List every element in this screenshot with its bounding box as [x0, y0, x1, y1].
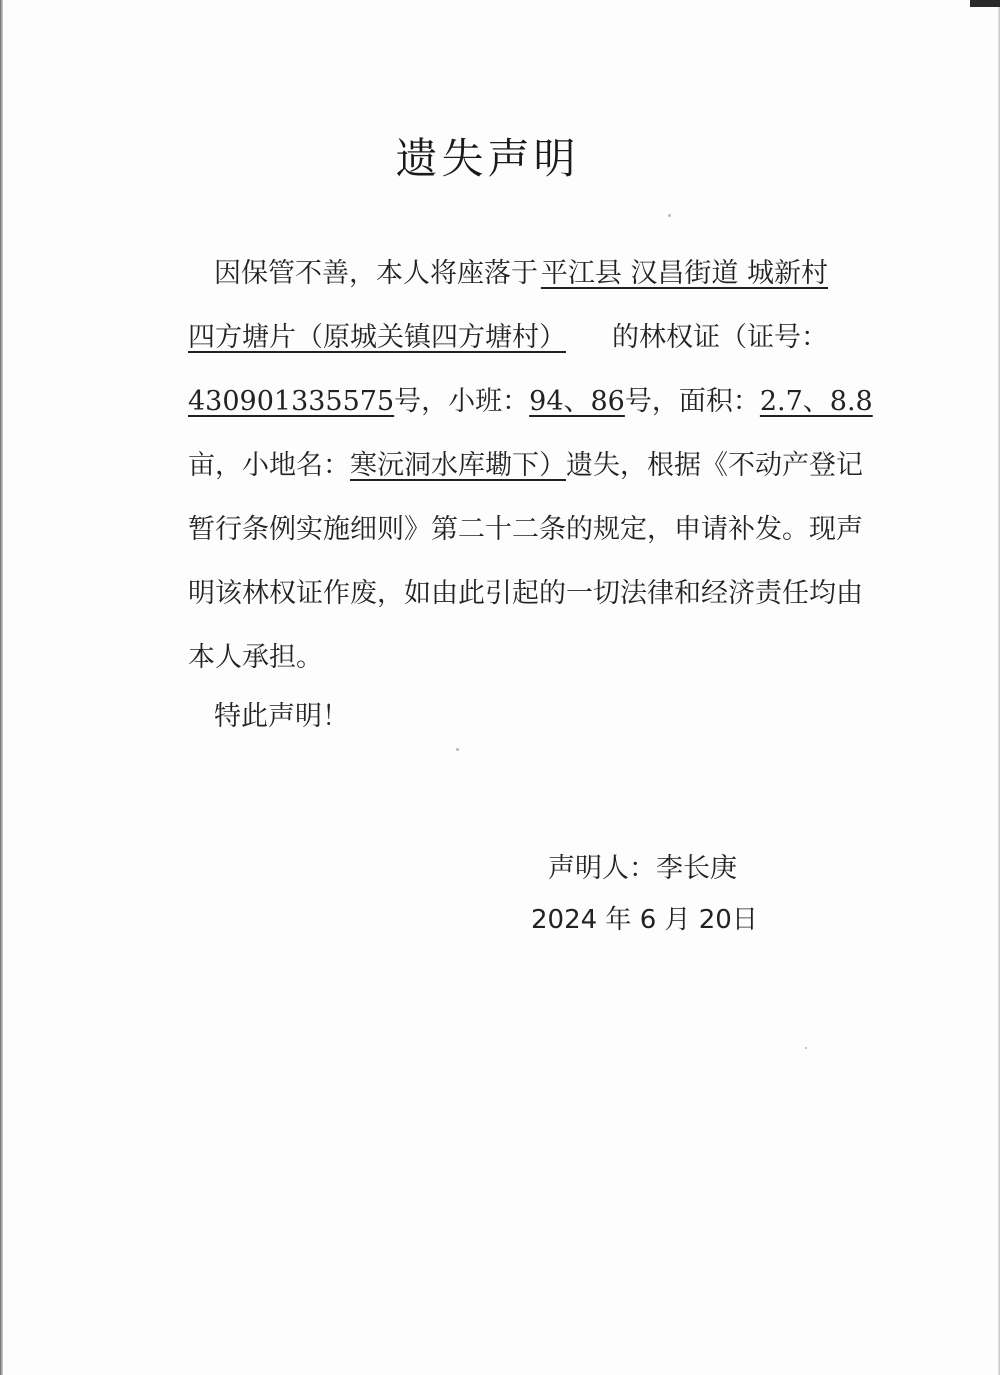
scan-speck — [456, 748, 459, 751]
body-line-5: 暂行条例实施细则》第二十二条的规定，申请补发。现声 — [188, 514, 863, 545]
place-name: 寒沅洞水库墈下） — [350, 450, 566, 481]
body-text: 的林权证（证号： — [612, 322, 828, 353]
scan-edge-top-right — [970, 0, 1000, 7]
plot-number: 94、86 — [529, 386, 625, 417]
declarant-line — [548, 852, 737, 886]
body-line-6: 明该林权证作废，如由此引起的一切法律和经济责任均由 — [188, 578, 863, 609]
body-line-1 — [188, 257, 828, 291]
body-line-4 — [188, 449, 863, 483]
document-title: 遗失声明 — [395, 134, 580, 183]
declaration-date: 2024 年 6 月 20日 — [531, 905, 758, 935]
scan-speck — [805, 1047, 807, 1049]
body-line-7: 本人承担。 — [188, 642, 323, 673]
body-text: 号，小班： — [394, 386, 530, 417]
body-line-2 — [188, 321, 828, 355]
scan-speck — [668, 214, 671, 217]
scan-edge-left — [0, 0, 3, 1375]
body-text: 亩，小地名： — [188, 450, 350, 481]
body-line-3 — [188, 385, 873, 419]
location-village: 平江县 汉昌街道 城新村 — [540, 258, 828, 289]
location-former-village: 四方塘片（原城关镇四方塘村） — [188, 322, 566, 353]
declarant-name: 李长庚 — [656, 853, 737, 884]
declarant-label: 声明人： — [548, 853, 656, 884]
body-text: 因保管不善，本人将座落于 — [214, 258, 538, 289]
certificate-number: 430901335575 — [188, 386, 395, 417]
body-text: 遗失，根据《不动产登记 — [566, 450, 863, 481]
area-value: 2.7、8.8 — [759, 386, 873, 417]
closing-statement: 特此声明！ — [214, 701, 349, 732]
body-text: 号，面积： — [624, 386, 760, 417]
